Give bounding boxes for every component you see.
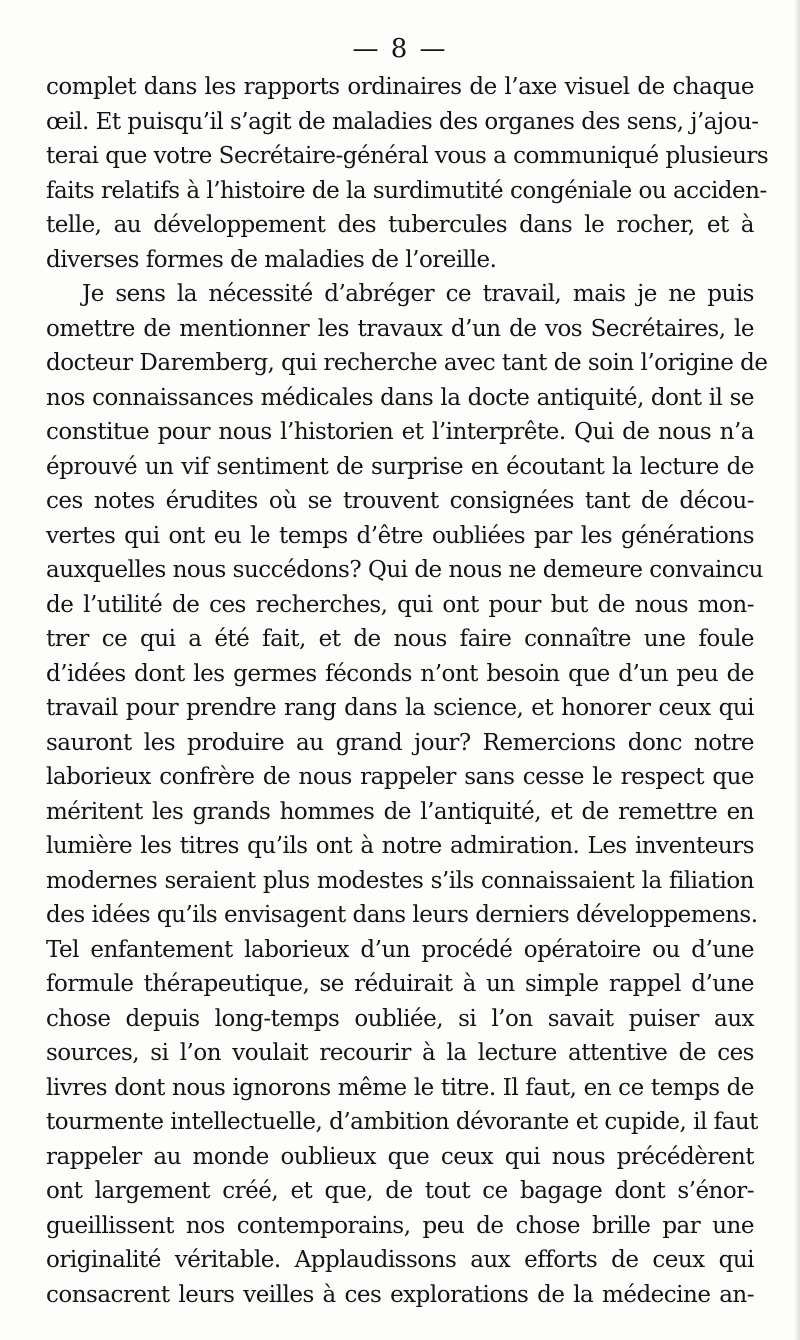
text-line: méritent les grands hommes de l’antiquité, et de remettre en [46,798,754,825]
paragraph-end-line: diverses formes de maladies de l’oreille. [46,246,497,273]
text-line: omettre de mentionner les travaux d’un de vos Secrétaires, le [46,315,754,342]
text-line: trer ce qui a été fait, et de nous faire connaître une foule [46,626,754,652]
text-line: modernes seraient plus modestes s’ils connaissaient la filiation [46,867,754,894]
text-line: faits relatifs à l’histoire de la surdimutité congéniale ou acciden- [46,177,767,204]
text-line: lumière les titres qu’ils ont à notre admiration. Les inventeurs [46,833,754,859]
text-line: docteur Daremberg, qui recherche avec tant de soin l’origine de [46,350,768,376]
text-line: originalité véritable. Applaudissons aux efforts de ceux qui [46,1247,754,1273]
text-line: gueillissent nos contemporains, peu de chose brille par une [46,1212,754,1239]
text-line: ces notes érudites où se trouvent consignées tant de décou- [46,488,754,514]
text-line: formule thérapeutique, se réduirait à un simple rappel d’une [46,971,754,997]
text-line: sauront les produire au grand jour? Remercions donc notre [46,729,754,756]
text-line: constitue pour nous l’historien et l’interprête. Qui de nous n’a [46,419,754,445]
text-line: travail pour prendre rang dans la science, et honorer ceux qui [46,695,754,721]
text-line: d’idées dont les germes féconds n’ont besoin que d’un peu de [46,660,754,687]
text-line: sources, si l’on voulait recourir à la lecture attentive de ces [46,1040,754,1066]
text-line: laborieux confrère de nous rappeler sans cesse le respect que [46,764,754,790]
text-line: chose depuis long-temps oubliée, si l’on savait puiser aux [46,1005,754,1032]
page-edge-shadow [794,0,800,1340]
text-line: nos connaissances médicales dans la docte antiquité, dont il se [46,384,754,411]
text-line: Tel enfantement laborieux d’un procédé opératoire ou d’une [46,936,754,963]
text-line: rappeler au monde oublieux que ceux qui nous précédèrent [46,1143,754,1170]
text-line: telle, au développement des tubercules dans le rocher, et à [46,212,754,238]
text-line: œil. Et puisqu’il s’agit de maladies des organes des sens, j’ajou- [46,108,759,135]
text-line: terai que votre Secrétaire-général vous a communiqué plusieurs [46,143,769,169]
text-line: des idées qu’ils envisagent dans leurs derniers développemens. [46,902,758,928]
text-line: complet dans les rapports ordinaires de l’axe visuel de chaque [46,74,754,100]
text-line: de l’utilité de ces recherches, qui ont pour but de nous mon- [46,591,754,618]
paragraph-start-line: Je sens la nécessité d’abréger ce travail, mais je ne puis [82,281,754,307]
text-line: auxquelles nous succédons? Qui de nous ne demeure convaincu [46,557,763,583]
text-line: vertes qui ont eu le temps d’être oubliées par les générations [46,522,754,549]
text-line: éprouvé un vif sentiment de surprise en écoutant la lecture de [46,453,754,480]
text-line: tourmente intellectuelle, d’ambition dévorante et cupide, il faut [46,1109,758,1135]
body-text [46,70,769,1312]
text-line: ont largement créé, et que, de tout ce bagage dont s’énor- [46,1178,754,1204]
text-line: livres dont nous ignorons même le titre. Il faut, en ce temps de [46,1074,754,1101]
text-line: consacrent leurs veilles à ces explorations de la médecine an- [46,1281,754,1308]
page-number: — 8 — [352,34,448,64]
